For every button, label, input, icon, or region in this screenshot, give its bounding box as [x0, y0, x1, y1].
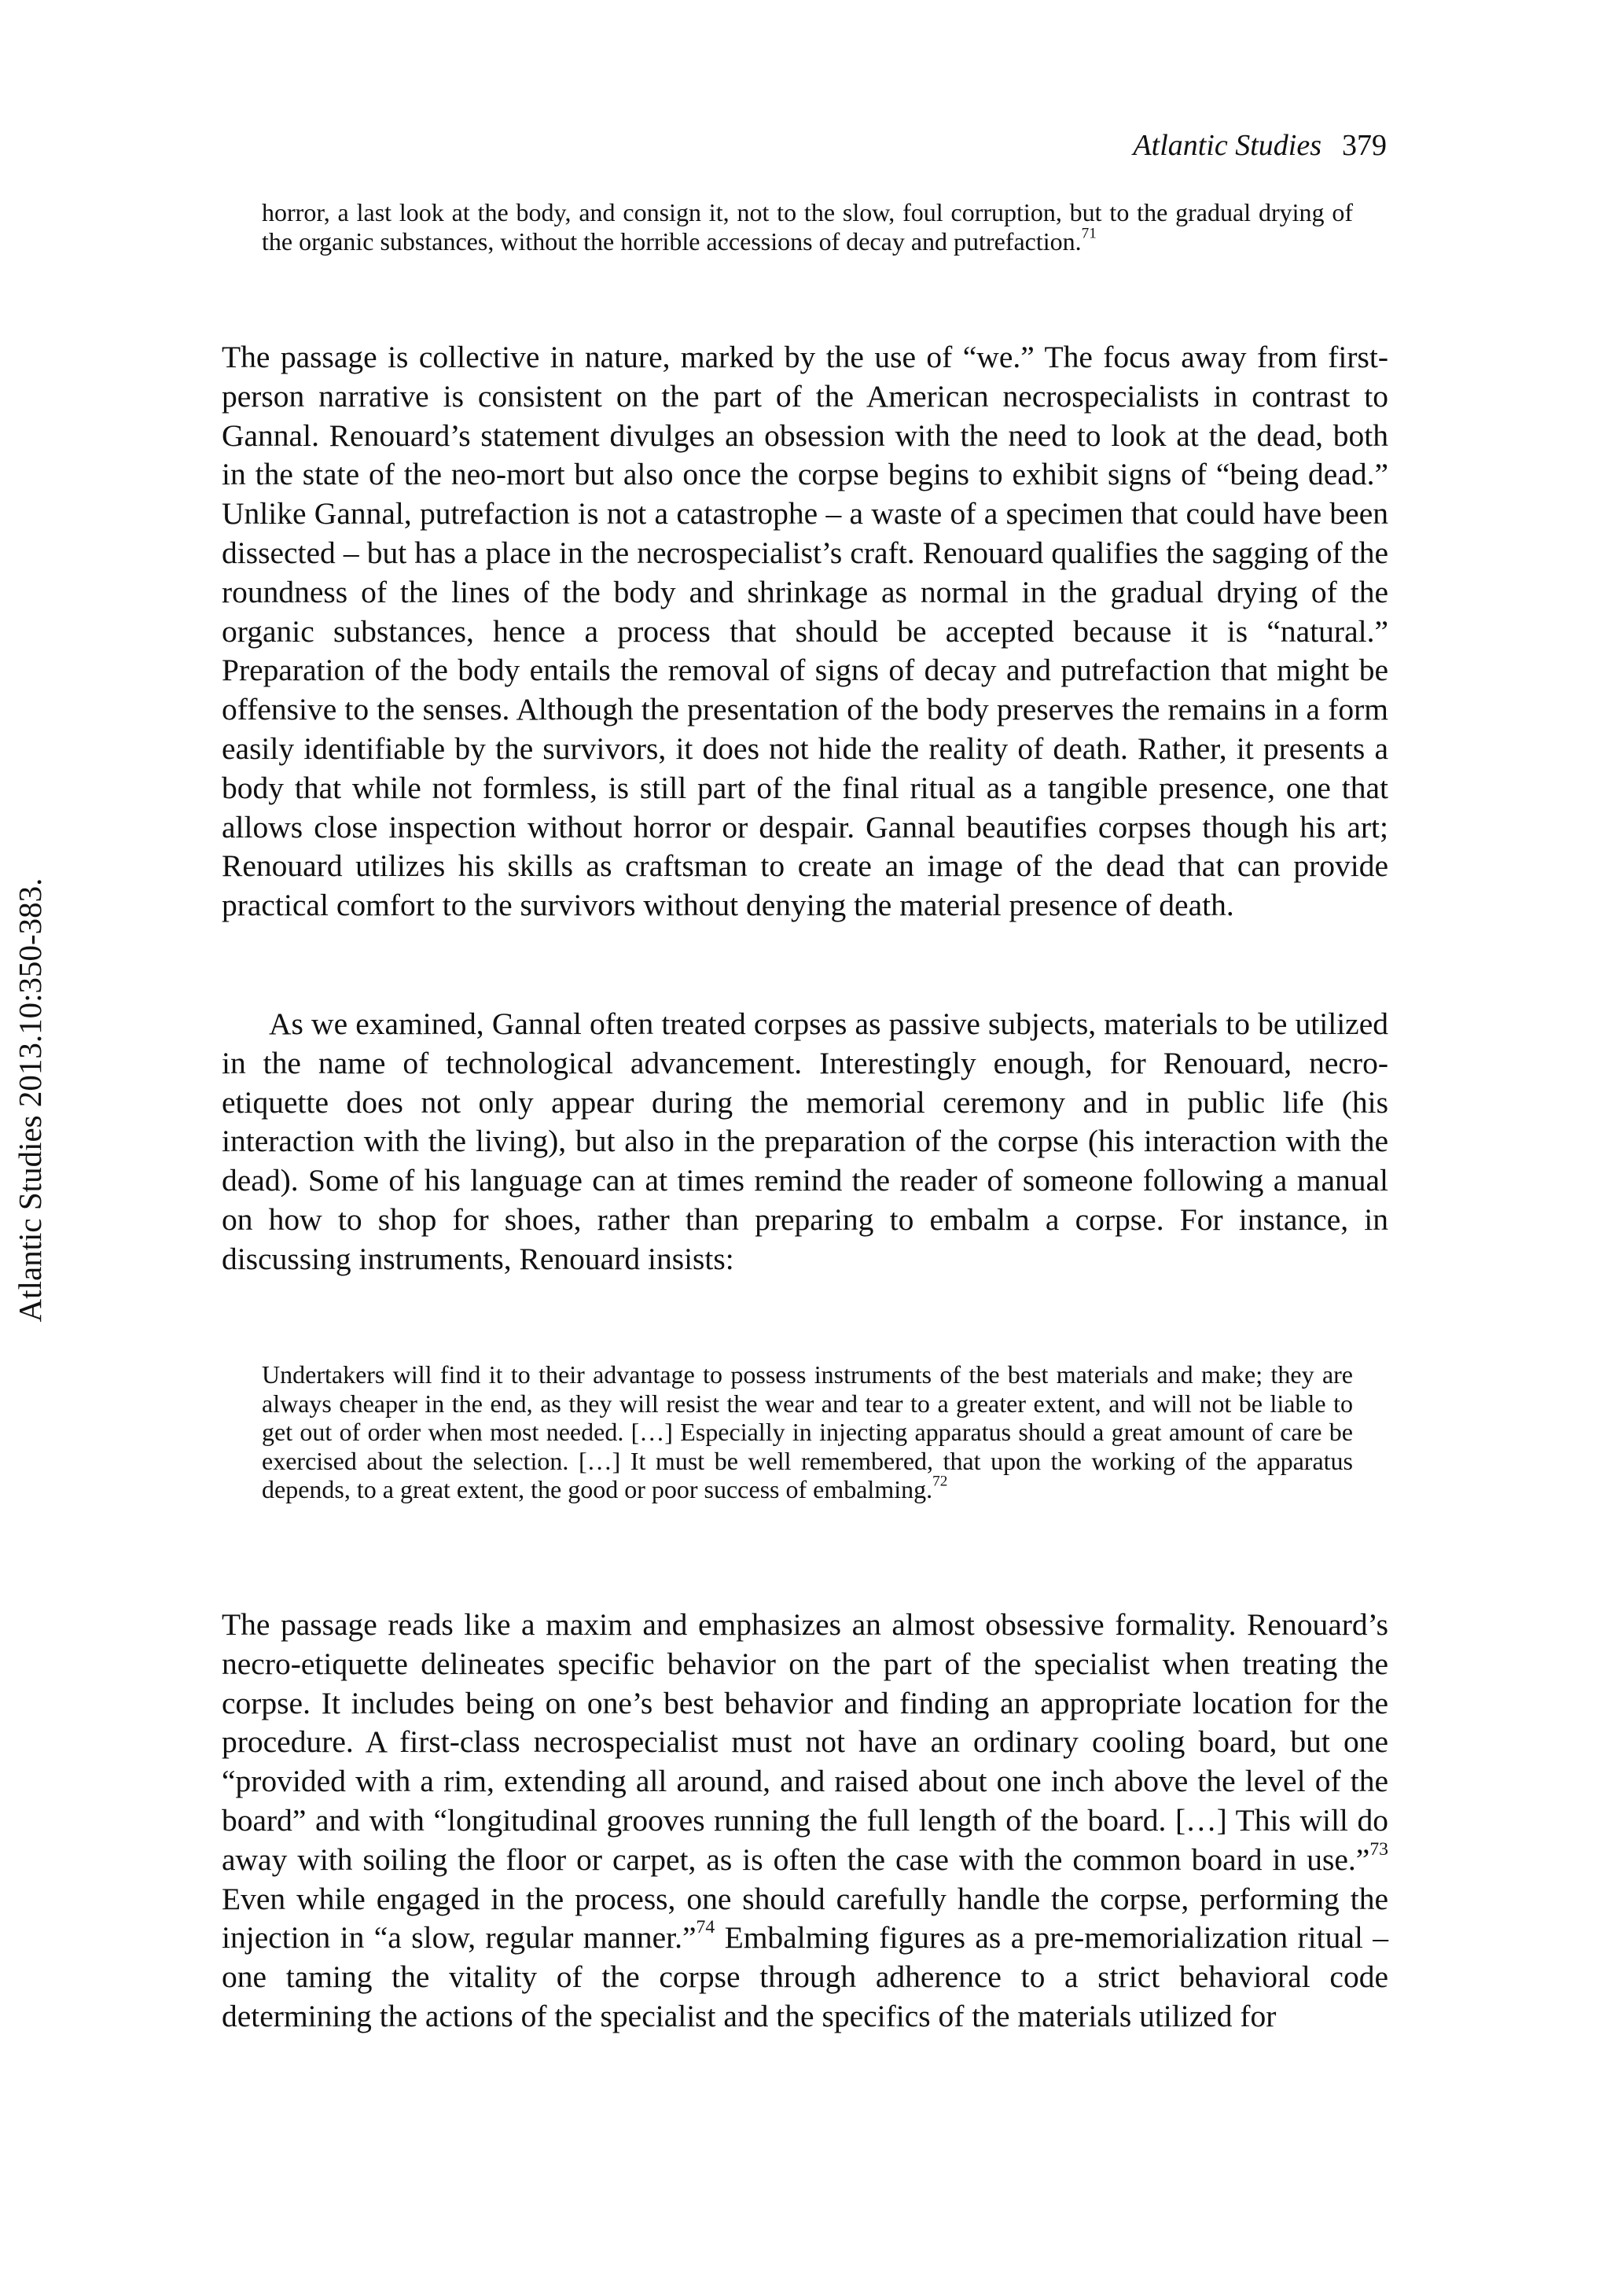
running-head — [1133, 126, 1387, 165]
paragraph-text: Embalming figures as a pre-memorialization ritual – one taming the vitality of the corpse through adherence to a strict behavioral code determining the actions of the specialist and the specifics of the materials utilized for — [222, 1920, 1388, 2033]
footnote-ref-73: 73 — [1369, 1838, 1388, 1860]
quote-text: Undertakers will find it to their advantage to possess instruments of the best materials and make; they are always cheaper in the end, as they will resist the wear and tear to a greater extent, and will not be liable to get out of order when most needed. […] Especially in injecting apparatus should a great amount of care be exercised about the selection. […] It must be well remembered, that upon the working of the apparatus depends, to a great extent, the good or poor success of embalming. — [262, 1360, 1353, 1503]
block-quote-1 — [262, 198, 1353, 256]
body-paragraph-1: The passage is collective in nature, marked by the use of “we.” The focus away from first-person narrative is consistent on the part of the American necrospecialists in contrast to Gannal. Renouard’s statement divulges an obsession with the need to look at the dead, both in the state of the neo-mort but also once the corpse begins to exhibit signs of “being dead.” Unlike Gannal, putrefaction is not a catastrophe – a waste of a specimen that could have been dissected – but has a place in the necrospecialist’s craft. Renouard qualifies the sagging of the roundness of the lines of the body and shrinkage as normal in the gradual drying of the organic substances, hence a process that should be accepted because it is “natural.” Preparation of the body entails the removal of signs of decay and putrefaction that might be offensive to the senses. Although the presentation of the body preserves the remains in a form easily identifiable by the survivors, it does not hide the reality of death. Rather, it presents a body that while not formless, is still part of the final ritual as a tangible presence, one that allows close inspection without horror or despair. Gannal beautifies corpses though his art; Renouard utilizes his skills as craftsman to create an image of the dead that can provide practical comfort to the survivors without denying the material presence of death. — [222, 340, 1388, 923]
side-citation: Atlantic Studies 2013.10:350-383. — [12, 878, 48, 1323]
quote-text: horror, a last look at the body, and consign it, not to the slow, foul corruption, but to the gradual drying of the organic substances, without the horrible accessions of decay and putrefaction. — [262, 198, 1353, 256]
paragraph-text: The passage reads like a maxim and emphasizes an almost obsessive formality. Renouard’s necro-etiquette delineates specific behavior on the part of the specialist when treating the corpse. It includes being on one’s best behavior and finding an appropriate location for the procedure. A first-class necrospecialist must not have an ordinary cooling board, but one “provided with a rim, extending all around, and raised about one inch above the level of the board” and with “longitudinal grooves running the full length of the board. […] This will do away with soiling the floor or carpet, as is often the case with the common board in use.” — [222, 1607, 1388, 1877]
block-quote-2 — [262, 1360, 1353, 1504]
footnote-ref-74: 74 — [696, 1917, 715, 1938]
body-paragraph-3 — [222, 1606, 1388, 2037]
journal-title: Atlantic Studies — [1133, 129, 1321, 162]
body-paragraph-2: As we examined, Gannal often treated corpses as passive subjects, materials to be utilized in the name of technological advancement. Interestingly enough, for Renouard, necro-etiquette does not only appear during the memorial ceremony and in public life (his interaction with the living), but also in the preparation of the corpse (his interaction with the dead). Some of his language can at times remind the reader of someone following a manual on how to shop for shoes, rather than preparing to embalm a corpse. For instance, in discussing instruments, Renouard insists: — [222, 1006, 1388, 1276]
page-number: 379 — [1342, 129, 1387, 162]
paragraph-text: Even while engaged in the process, one should carefully handle the corpse, performing the injection in “a slow, regular manner.” — [222, 1881, 1388, 1956]
footnote-ref-71: 71 — [1081, 225, 1097, 242]
footnote-ref-72: 72 — [932, 1473, 948, 1490]
